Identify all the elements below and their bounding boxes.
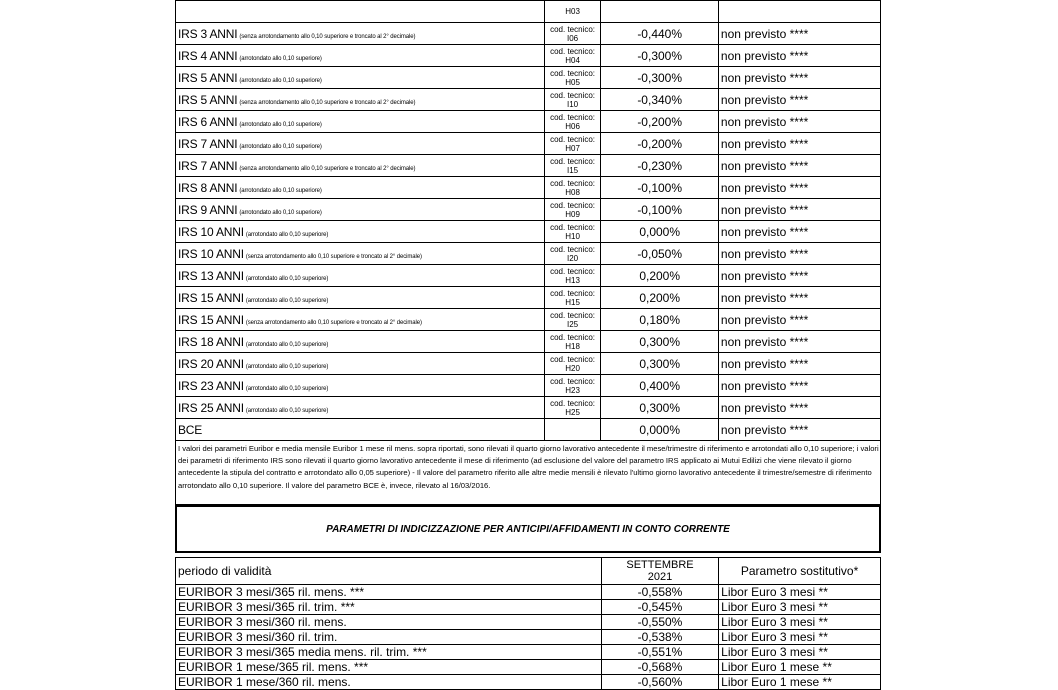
table-row xyxy=(176,645,881,660)
value-cell: 0,200% xyxy=(601,287,718,309)
value-cell: -0,100% xyxy=(601,177,718,199)
code-value: I25 xyxy=(567,319,579,329)
code-cell xyxy=(544,155,601,177)
euribor-value: -0,558% xyxy=(601,585,718,600)
irs-name: IRS 15 ANNI xyxy=(178,312,244,327)
table-row xyxy=(176,630,881,645)
code-value: H10 xyxy=(565,231,580,241)
irs-name: IRS 4 ANNI xyxy=(178,48,238,63)
code-cell xyxy=(544,199,601,221)
table-row xyxy=(176,600,881,615)
irs-note: (senza arrotondamento allo 0,10 superiore e troncato al 2° decimale) xyxy=(239,165,416,172)
euribor-parameters-table xyxy=(175,557,881,690)
status-cell: non previsto **** xyxy=(718,397,880,419)
euribor-name: EURIBOR 3 mesi/360 ril. mens. xyxy=(176,615,602,630)
irs-note: (arrotondato allo 0,10 superiore) xyxy=(245,341,329,348)
irs-name-cell xyxy=(176,177,545,199)
status-cell: non previsto **** xyxy=(718,243,880,265)
code-cell xyxy=(544,177,601,199)
status-cell: non previsto **** xyxy=(718,331,880,353)
value-cell: 0,200% xyxy=(601,265,718,287)
table-row xyxy=(176,265,881,287)
irs-name-cell xyxy=(176,331,545,353)
euribor-name: EURIBOR 1 mese/365 ril. mens. *** xyxy=(176,660,602,675)
code-label: cod. tecnico: xyxy=(550,46,596,56)
irs-note: (arrotondato allo 0,10 superiore) xyxy=(239,77,322,84)
code-label: cod. tecnico: xyxy=(550,266,596,276)
code-value: H09 xyxy=(565,209,580,219)
status-cell: non previsto **** xyxy=(718,67,880,89)
value-cell: -0,200% xyxy=(601,133,718,155)
table-row xyxy=(176,287,881,309)
euribor-substitute: Libor Euro 3 mesi ** xyxy=(719,585,881,600)
irs-name: IRS 9 ANNI xyxy=(178,202,238,217)
table-row xyxy=(176,1,881,23)
status-cell: non previsto **** xyxy=(718,177,880,199)
code-value: H25 xyxy=(565,407,580,417)
status-cell: non previsto **** xyxy=(718,419,880,441)
irs-note: (senza arrotondamento allo 0,10 superiore e troncato al 2° decimale) xyxy=(245,253,422,260)
code-label: cod. tecnico: xyxy=(550,112,596,122)
status-cell: non previsto **** xyxy=(718,199,880,221)
irs-note: (senza arrotondamento allo 0,10 superiore e troncato al 2° decimale) xyxy=(245,319,422,326)
euribor-value: -0,545% xyxy=(601,600,718,615)
status-cell: non previsto **** xyxy=(718,23,880,45)
code-cell xyxy=(544,265,601,287)
table-row xyxy=(176,45,881,67)
irs-name-cell xyxy=(176,1,545,23)
code-value: I10 xyxy=(567,99,579,109)
code-value: H08 xyxy=(565,187,580,197)
euribor-name: EURIBOR 3 mesi/365 media mens. ril. trim. *** xyxy=(176,645,602,660)
code-value: I15 xyxy=(567,165,579,175)
table-row xyxy=(176,177,881,199)
code-label: cod. tecnico: xyxy=(550,90,596,100)
irs-name: IRS 10 ANNI xyxy=(178,246,244,261)
irs-name-cell xyxy=(176,287,545,309)
value-cell: 0,000% xyxy=(601,419,718,441)
irs-name-cell xyxy=(176,111,545,133)
irs-name: IRS 23 ANNI xyxy=(178,378,244,393)
irs-name: IRS 6 ANNI xyxy=(178,114,238,129)
value-cell: -0,230% xyxy=(601,155,718,177)
irs-name-cell xyxy=(176,243,545,265)
code-value: H04 xyxy=(565,55,580,65)
irs-name-cell xyxy=(176,353,545,375)
table-row xyxy=(176,89,881,111)
euribor-value: -0,568% xyxy=(601,660,718,675)
code-cell xyxy=(544,331,601,353)
period-header: periodo di validità xyxy=(176,558,602,585)
code-label: cod. tecnico: xyxy=(550,222,596,232)
status-cell: non previsto **** xyxy=(718,265,880,287)
irs-name: IRS 5 ANNI xyxy=(178,92,238,107)
code-value: H07 xyxy=(565,143,580,153)
irs-note: (arrotondato allo 0,10 superiore) xyxy=(239,55,322,62)
value-cell xyxy=(601,1,718,23)
euribor-substitute: Libor Euro 3 mesi ** xyxy=(719,645,881,660)
table-row xyxy=(176,243,881,265)
table-row xyxy=(176,419,881,441)
euribor-substitute: Libor Euro 3 mesi ** xyxy=(719,600,881,615)
code-label: cod. tecnico: xyxy=(550,200,596,210)
code-label: cod. tecnico: xyxy=(550,398,596,408)
status-cell: non previsto **** xyxy=(718,287,880,309)
status-cell: non previsto **** xyxy=(718,111,880,133)
value-cell: 0,180% xyxy=(601,309,718,331)
irs-name-cell xyxy=(176,89,545,111)
euribor-value: -0,550% xyxy=(601,615,718,630)
table-row xyxy=(176,199,881,221)
irs-note: (arrotondato allo 0,10 superiore) xyxy=(245,297,329,304)
code-cell xyxy=(544,419,601,441)
table-row xyxy=(176,675,881,690)
table-header-row xyxy=(176,558,881,585)
status-cell: non previsto **** xyxy=(718,375,880,397)
footnote-text: I valori dei parametri Euribor e media mensile Euribor 1 mese ril mens. sopra riportati, sono rilevati il quarto giorno lavorativo antecedente il mese/trimestre di riferimento e arrotondati allo 0,10 superiore; i valori dei parametri di riferimento IRS sono rilevati il quarto giorno lavorativo antecedente il mese di riferimento (ad esclusione del valore del parametro IRS applicato ai Mutui Edilizi che viene rilevato il giorno antecedente la stipula del contratto e arrotondato allo 0,05 superiore) - Il valore del parametro riferito alle altre medie mensili è rilevato l'ultimo giorno lavorativo antecedente il trimestre/semestre di riferimento arrotondato allo 0,10 superiore. Il valore del parametro BCE è, invece, rilevato al 16/03/2016. xyxy=(175,441,881,505)
code-cell xyxy=(544,397,601,419)
code-label: cod. tecnico: xyxy=(550,376,596,386)
code-label: cod. tecnico: xyxy=(550,310,596,320)
irs-name-cell xyxy=(176,265,545,287)
irs-name: IRS 10 ANNI xyxy=(178,224,244,239)
code-value: I06 xyxy=(567,33,579,43)
table-row xyxy=(176,660,881,675)
status-cell: non previsto **** xyxy=(718,309,880,331)
bce-name: BCE xyxy=(176,419,545,441)
irs-name: IRS 18 ANNI xyxy=(178,334,244,349)
code-cell xyxy=(544,221,601,243)
table-row xyxy=(176,331,881,353)
value-cell: 0,400% xyxy=(601,375,718,397)
code-cell xyxy=(544,309,601,331)
value-cell: -0,300% xyxy=(601,45,718,67)
euribor-name: EURIBOR 1 mese/360 ril. mens. xyxy=(176,675,602,690)
irs-note: (arrotondato allo 0,10 superiore) xyxy=(239,121,322,128)
code-label: cod. tecnico: xyxy=(550,68,596,78)
document-page xyxy=(175,0,881,690)
irs-name: IRS 15 ANNI xyxy=(178,290,244,305)
value-cell: -0,050% xyxy=(601,243,718,265)
irs-name: IRS 13 ANNI xyxy=(178,268,244,283)
status-cell: non previsto **** xyxy=(718,155,880,177)
irs-note: (senza arrotondamento allo 0,10 superiore e troncato al 2° decimale) xyxy=(239,33,416,40)
value-cell: -0,300% xyxy=(601,67,718,89)
value-cell: -0,200% xyxy=(601,111,718,133)
code-value: H03 xyxy=(565,6,580,16)
irs-name-cell xyxy=(176,23,545,45)
irs-name-cell xyxy=(176,133,545,155)
irs-name-cell xyxy=(176,155,545,177)
euribor-substitute: Libor Euro 3 mesi ** xyxy=(719,630,881,645)
section-title: PARAMETRI DI INDICIZZAZIONE PER ANTICIPI/AFFIDAMENTI IN CONTO CORRENTE xyxy=(175,505,881,553)
irs-name: IRS 5 ANNI xyxy=(178,70,238,85)
value-cell: 0,300% xyxy=(601,353,718,375)
status-cell: non previsto **** xyxy=(718,133,880,155)
euribor-substitute: Libor Euro 3 mesi ** xyxy=(719,615,881,630)
irs-note: (arrotondato allo 0,10 superiore) xyxy=(245,363,329,370)
code-label: cod. tecnico: xyxy=(550,24,596,34)
substitute-header: Parametro sostitutivo* xyxy=(719,558,881,585)
value-cell: -0,340% xyxy=(601,89,718,111)
month-header xyxy=(601,558,718,585)
code-cell xyxy=(544,111,601,133)
irs-name: IRS 20 ANNI xyxy=(178,356,244,371)
irs-name-cell xyxy=(176,67,545,89)
table-row xyxy=(176,111,881,133)
code-cell xyxy=(544,67,601,89)
month-header-line1: SETTEMBRE xyxy=(626,559,694,571)
irs-name-cell xyxy=(176,199,545,221)
code-label: cod. tecnico: xyxy=(550,288,596,298)
irs-name: IRS 8 ANNI xyxy=(178,180,238,195)
code-value: H06 xyxy=(565,121,580,131)
irs-name: IRS 7 ANNI xyxy=(178,158,238,173)
irs-note: (arrotondato allo 0,10 superiore) xyxy=(239,187,322,194)
code-cell xyxy=(544,243,601,265)
irs-name-cell xyxy=(176,45,545,67)
irs-note: (arrotondato allo 0,10 superiore) xyxy=(245,385,329,392)
euribor-value: -0,538% xyxy=(601,630,718,645)
code-label: cod. tecnico: xyxy=(550,332,596,342)
table-row xyxy=(176,133,881,155)
code-cell xyxy=(544,287,601,309)
table-row xyxy=(176,585,881,600)
irs-note: (senza arrotondamento allo 0,10 superiore e troncato al 2° decimale) xyxy=(239,99,416,106)
irs-note: (arrotondato allo 0,10 superiore) xyxy=(239,209,322,216)
table-row xyxy=(176,155,881,177)
table-row xyxy=(176,397,881,419)
irs-name: IRS 3 ANNI xyxy=(178,26,238,41)
code-cell xyxy=(544,89,601,111)
table-row xyxy=(176,353,881,375)
irs-name-cell xyxy=(176,309,545,331)
code-cell xyxy=(544,133,601,155)
status-cell: non previsto **** xyxy=(718,45,880,67)
table-row xyxy=(176,23,881,45)
code-value: H20 xyxy=(565,363,580,373)
irs-note: (arrotondato allo 0,10 superiore) xyxy=(245,407,329,414)
irs-parameters-table xyxy=(175,0,881,441)
code-cell xyxy=(544,23,601,45)
irs-name-cell xyxy=(176,375,545,397)
euribor-value: -0,560% xyxy=(601,675,718,690)
code-cell xyxy=(544,1,601,23)
code-cell xyxy=(544,45,601,67)
value-cell: 0,300% xyxy=(601,397,718,419)
euribor-substitute: Libor Euro 1 mese ** xyxy=(719,675,881,690)
code-cell xyxy=(544,353,601,375)
irs-name: IRS 25 ANNI xyxy=(178,400,244,415)
status-cell: non previsto **** xyxy=(718,353,880,375)
value-cell: -0,100% xyxy=(601,199,718,221)
code-value: I20 xyxy=(567,253,579,263)
irs-name-cell xyxy=(176,397,545,419)
code-label: cod. tecnico: xyxy=(550,134,596,144)
table-row xyxy=(176,221,881,243)
code-value: H13 xyxy=(565,275,580,285)
status-cell xyxy=(718,1,880,23)
code-label: cod. tecnico: xyxy=(550,354,596,364)
table-row xyxy=(176,615,881,630)
euribor-substitute: Libor Euro 1 mese ** xyxy=(719,660,881,675)
table-row xyxy=(176,67,881,89)
status-cell: non previsto **** xyxy=(718,221,880,243)
code-value: H05 xyxy=(565,77,580,87)
code-label: cod. tecnico: xyxy=(550,178,596,188)
value-cell: -0,440% xyxy=(601,23,718,45)
code-value: H23 xyxy=(565,385,580,395)
table-row xyxy=(176,375,881,397)
euribor-value: -0,551% xyxy=(601,645,718,660)
value-cell: 0,000% xyxy=(601,221,718,243)
irs-name: IRS 7 ANNI xyxy=(178,136,238,151)
month-header-line2: 2021 xyxy=(647,571,673,583)
code-label: cod. tecnico: xyxy=(550,156,596,166)
code-value: H18 xyxy=(565,341,580,351)
irs-note: (arrotondato allo 0,10 superiore) xyxy=(239,143,322,150)
code-cell xyxy=(544,375,601,397)
status-cell: non previsto **** xyxy=(718,89,880,111)
irs-note: (arrotondato allo 0,10 superiore) xyxy=(245,275,329,282)
euribor-name: EURIBOR 3 mesi/365 ril. mens. *** xyxy=(176,585,602,600)
value-cell: 0,300% xyxy=(601,331,718,353)
euribor-name: EURIBOR 3 mesi/365 ril. trim. *** xyxy=(176,600,602,615)
table-row xyxy=(176,309,881,331)
code-value: H15 xyxy=(565,297,580,307)
irs-note: (arrotondato allo 0,10 superiore) xyxy=(245,231,329,238)
euribor-name: EURIBOR 3 mesi/360 ril. trim. xyxy=(176,630,602,645)
code-label: cod. tecnico: xyxy=(550,244,596,254)
irs-name-cell xyxy=(176,221,545,243)
